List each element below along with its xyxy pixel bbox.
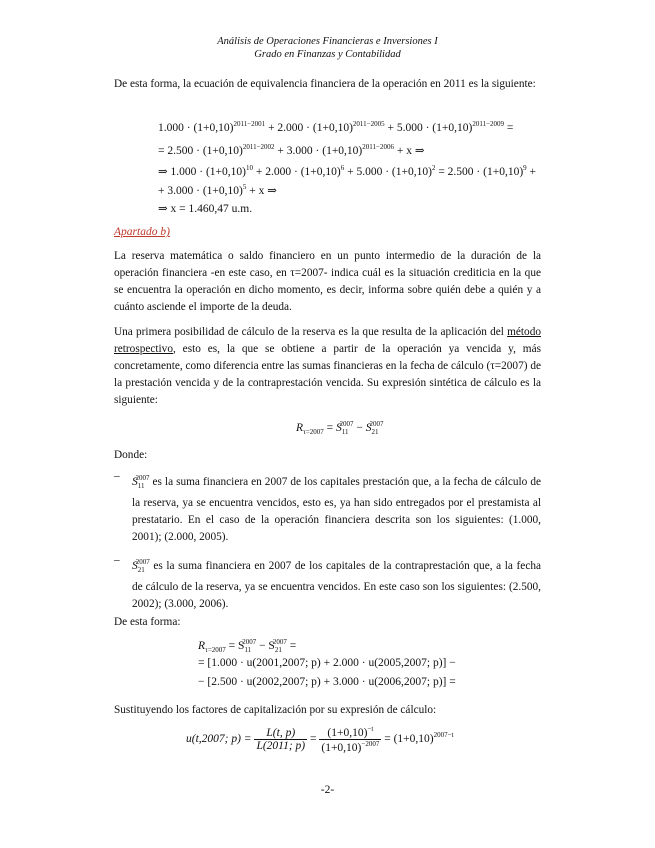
- bullet-dash-1: –: [114, 470, 120, 482]
- equation-1-line-1: $1.000 \cdot (1+0,10)^{2011-2001} + 2.000 \cdot (1+0,10)^{2011-2005} + 5.000 \cdot (1+0,10)^{2011-2009}$ =: [158, 120, 514, 134]
- equation-2-line-1: $R_{\tau=2007} = S_{11}^{2007} - S_{21}^{2007}$ =: [198, 638, 297, 654]
- sustituyendo-paragraph: Sustituyendo los factores de capitalización por su expresión de cálculo:: [114, 704, 437, 716]
- capitalization-factor-formula: u(t,2007; p) = $\frac{L(t, p)}{L(2011; p)}$ = $\frac{(1+0,10)^{-t}}{(1+0,10)^{-2007}}$ = $(1+0,10)^{2007-t}$: [186, 725, 454, 754]
- page-number: -2-: [320, 784, 335, 796]
- reserve-formula: $R_{\tau=2007} = S_{11}^{2007} - S_{21}^{2007}$: [296, 420, 384, 436]
- fraction-power-ratio: $\frac{(1+0,10)^{-t}}{(1+0,10)^{-2007}}$: [321, 725, 380, 754]
- paragraph-reserva: La reserva matemática o saldo financiero en un punto intermedio de la duración de la operación financiera -en este caso, en τ=2007- indica cuál es la situación crediticia en la que se encuentra la operación en dicho momento, es decir, informa sobre quién debe a quién y a cuánto asciende el importe de la deuda.: [114, 250, 541, 313]
- header-course-title: Análisis de Operaciones Financieras e Inversiones I: [217, 36, 438, 47]
- fraction-l-ratio: $\frac{L(t, p)}{L(2011; p)}$: [256, 727, 306, 752]
- equation-1-line-2: = $2.500 \cdot (1+0,10)^{2011-2002} + 3.000 \cdot (1+0,10)^{2011-2006} + x$ ⇒: [158, 143, 425, 157]
- equation-2-line-2: = [1.000 · u(2001,2007; p) + 2.000 · u(2005,2007; p)] −: [198, 657, 456, 669]
- header-degree: Grado en Finanzas y Contabilidad: [254, 49, 401, 60]
- intro-paragraph: De esta forma, la ecuación de equivalencia financiera de la operación en 2011 es la siguiente:: [114, 78, 536, 90]
- metodo-retrospectivo-term: método retrospectivo: [114, 326, 541, 355]
- bullet-item-2: $S_{21}^{2007}$ es la suma financiera en 2007 de los capitales de la contraprestación que, a la fecha de cálculo de la reserva, ya se encuentra vencidos. En este caso son los siguientes: (2.500, 2002); (3.000, 2006).: [132, 558, 541, 610]
- equation-1-line-5: ⇒ x = 1.460,47 u.m.: [158, 203, 253, 215]
- donde-label: Donde:: [114, 449, 148, 461]
- section-heading-b: Apartado b): [114, 226, 170, 238]
- bullet-item-1: $S_{11}^{2007}$ es la suma financiera en 2007 de los capitales prestación que, a la fecha de cálculo de la reserva, ya se encuentra vencidos, esto es, ya han sido entregados por el prestamista al prestatario. En el caso de la operación financiera descrita son los siguientes: (1.000, 2001); (2.000, 2005).: [132, 474, 541, 543]
- paragraph-metodo-retrospectivo: Una primera posibilidad de cálculo de la reserva es la que resulta de la aplicación del método retrospectivo, esto es, la que se obtiene a partir de la operación ya vencida y, más concretamente, como diferencia entre las sumas financieras en la fecha de cálculo (τ=2007) de la prestación vencida y de la contraprestación vencida. Su expresión sintética de cálculo es la siguiente:: [114, 326, 541, 406]
- equation-1-line-3: ⇒ $1.000 \cdot (1+0,10)^{10} + 2.000 \cdot (1+0,10)^6 + 5.000 \cdot (1+0,10)^2 = 2.500 \cdot (1+0,10)^9$ +: [158, 164, 537, 178]
- de-esta-forma-label: De esta forma:: [114, 616, 181, 628]
- equation-1-line-4: + $3.000 \cdot (1+0,10)^5 + x$ ⇒: [158, 183, 277, 197]
- equation-2-line-3: − [2.500 · u(2002,2007; p) + 3.000 · u(2006,2007; p)] =: [198, 676, 456, 688]
- bullet-dash-2: –: [114, 554, 120, 566]
